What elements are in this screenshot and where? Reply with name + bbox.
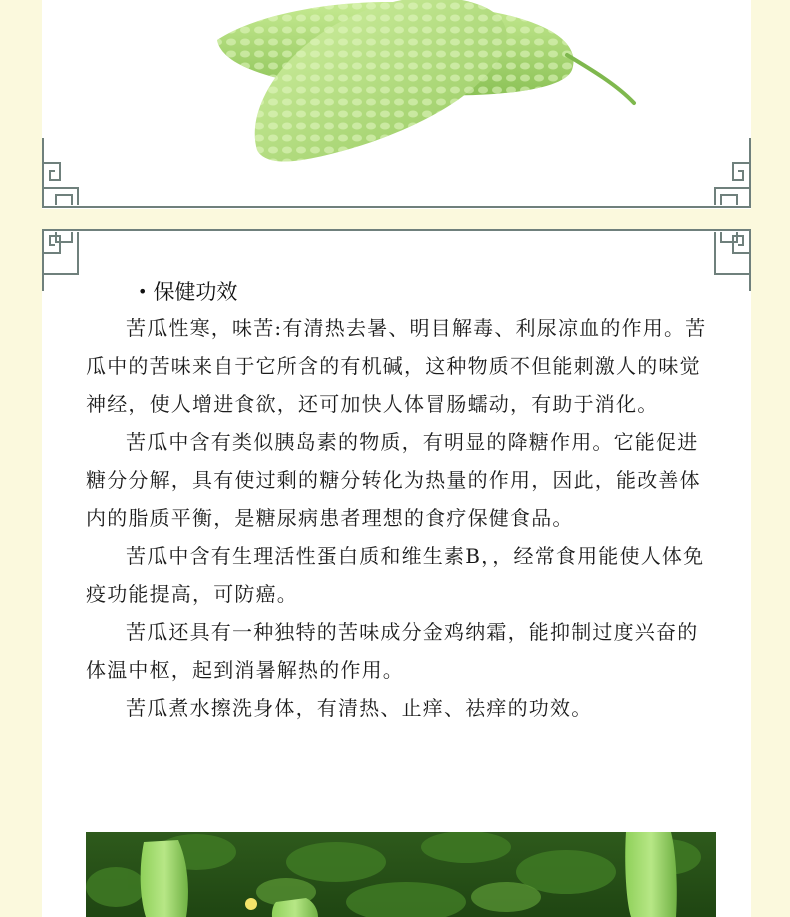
bullet-icon: • — [138, 281, 148, 301]
paragraph: 苦瓜还具有一种独特的苦味成分金鸡纳霜，能抑制过度兴奋的体温中枢，起到消暑解热的作用。 — [86, 620, 699, 682]
content-panel — [42, 229, 751, 917]
chinese-fret-corner-ornament — [42, 229, 84, 301]
hero-panel — [42, 0, 751, 209]
bitter-melon-image — [42, 0, 751, 209]
paragraph: 苦瓜中含有类似胰岛素的物质，有明显的降糖作用。它能促进糖分分解，具有使过剩的糖分转化为热量的作用，因此，能改善体内的脂质平衡，是糖尿病患者理想的食疗保健食品。 — [86, 430, 701, 530]
paragraph: 苦瓜中含有生理活性蛋白质和维生素B，，经常食用能使人体免疫功能提高，可防癌。 — [86, 544, 705, 606]
bitter-melon-vine-photo — [86, 832, 716, 917]
section-body — [86, 309, 711, 727]
section-heading — [138, 276, 237, 306]
panel-top-border — [42, 229, 751, 233]
section-heading-text: 保健功效 — [153, 280, 238, 304]
chinese-fret-corner-ornament — [709, 229, 751, 301]
paragraph: 苦瓜性寒，味苦:有清热去暑、明目解毒、利尿凉血的作用。苦瓜中的苦味来自于它所含的有机碱，这种物质不但能刺激人的味觉神经，使人增进食欲，还可加快人体冒肠蠕动，有助于消化。 — [86, 316, 707, 416]
paragraph: 苦瓜煮水擦洗身体，有清热、止痒、祛痒的功效。 — [126, 696, 593, 720]
